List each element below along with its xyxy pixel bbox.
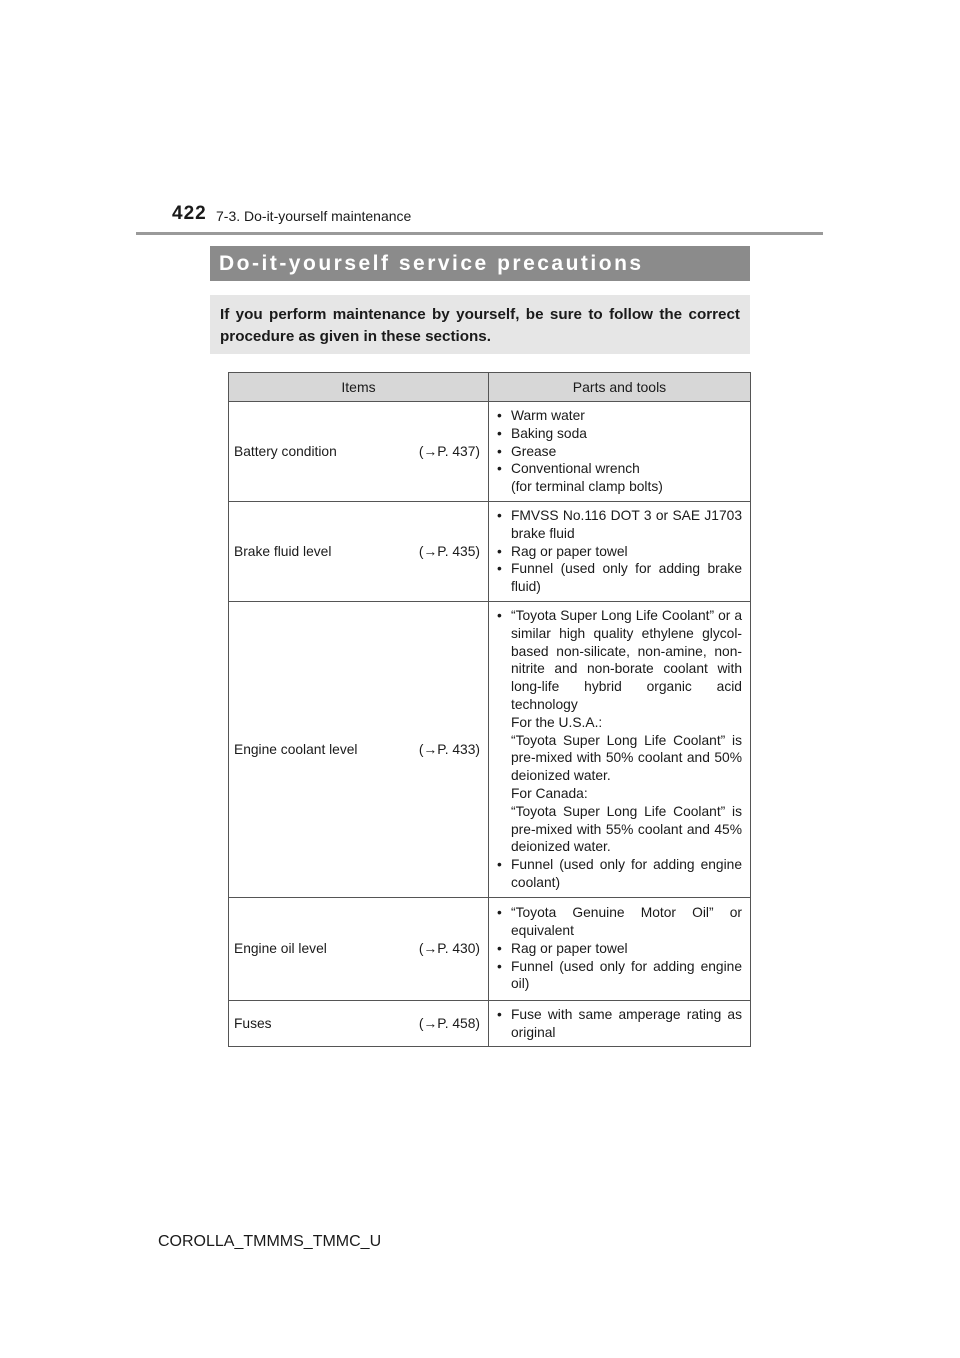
header-divider [136, 232, 823, 235]
table-row [229, 501, 751, 601]
list-item: • Grease [494, 443, 742, 461]
parts-list [494, 507, 742, 596]
maintenance-parts-table [228, 372, 751, 1047]
page-number: 422 [172, 203, 207, 224]
list-item: • FMVSS No.116 DOT 3 or SAE J1703 brake fluid [494, 507, 742, 543]
list-item: • “Toyota Genuine Motor Oil” or equivalent [494, 904, 742, 940]
section-breadcrumb: 7-3. Do-it-yourself maintenance [216, 208, 412, 224]
parts-list [494, 407, 742, 496]
list-item: • Baking soda [494, 425, 742, 443]
item-name: Engine coolant level [234, 741, 358, 757]
table-row [229, 601, 751, 897]
item-cell [229, 501, 489, 601]
parts-list [494, 1006, 742, 1042]
item-name: Battery condition [234, 443, 337, 459]
parts-cell [489, 601, 751, 897]
item-cell [229, 601, 489, 897]
parts-list [494, 607, 742, 892]
page-reference: (→P. 435) [418, 543, 480, 559]
list-item: • Funnel (used only for adding engine oil) [494, 958, 742, 994]
list-item: • Rag or paper towel [494, 543, 742, 561]
item-cell [229, 402, 489, 502]
page-reference: (→P. 437) [418, 443, 480, 459]
page-reference: (→P. 430) [418, 941, 480, 957]
item-name: Fuses [234, 1016, 272, 1032]
list-item: • “Toyota Super Long Life Coolant” or a similar high quality ethylene glycol-based non-silicate, non-amine, non-nitrite and non-borate coolant with long-life hybrid organic acid technology For the U.S.A.: “Toyota Super Long Life Coolant” is pre-mixed with 50% coolant and 50% deionized water. For Canada: “Toyota Super Long Life Coolant” is pre-mixed with 55% coolant and 45% deionized water. [494, 607, 742, 856]
table-row [229, 402, 751, 502]
intro-text: If you perform maintenance by yourself, be sure to follow the correct procedure as given in these sections. [220, 306, 740, 345]
model-code-footer: COROLLA_TMMMS_TMMC_U [158, 1233, 382, 1250]
item-name: Brake fluid level [234, 543, 332, 559]
page-title: Do-it-yourself service precautions [219, 252, 644, 275]
column-header-parts: Parts and tools [489, 373, 751, 402]
parts-cell [489, 402, 751, 502]
item-cell [229, 897, 489, 1000]
list-item: • Funnel (used only for adding engine coolant) [494, 856, 742, 892]
list-item: • Funnel (used only for adding brake fluid) [494, 560, 742, 596]
parts-cell [489, 501, 751, 601]
title-bar [210, 246, 750, 281]
parts-cell [489, 1000, 751, 1047]
item-name: Engine oil level [234, 941, 327, 957]
table-row [229, 897, 751, 1000]
list-item: • Rag or paper towel [494, 940, 742, 958]
item-cell [229, 1000, 489, 1047]
column-header-items: Items [229, 373, 489, 402]
intro-box [210, 295, 750, 354]
list-item: • Conventional wrench (for terminal clamp bolts) [494, 460, 742, 496]
page-reference: (→P. 458) [418, 1016, 480, 1032]
table-header-row [229, 373, 751, 402]
parts-list [494, 904, 742, 993]
parts-cell [489, 897, 751, 1000]
list-item: • Warm water [494, 407, 742, 425]
table-row [229, 1000, 751, 1047]
page-reference: (→P. 433) [418, 741, 480, 757]
list-item: • Fuse with same amperage rating as original [494, 1006, 742, 1042]
